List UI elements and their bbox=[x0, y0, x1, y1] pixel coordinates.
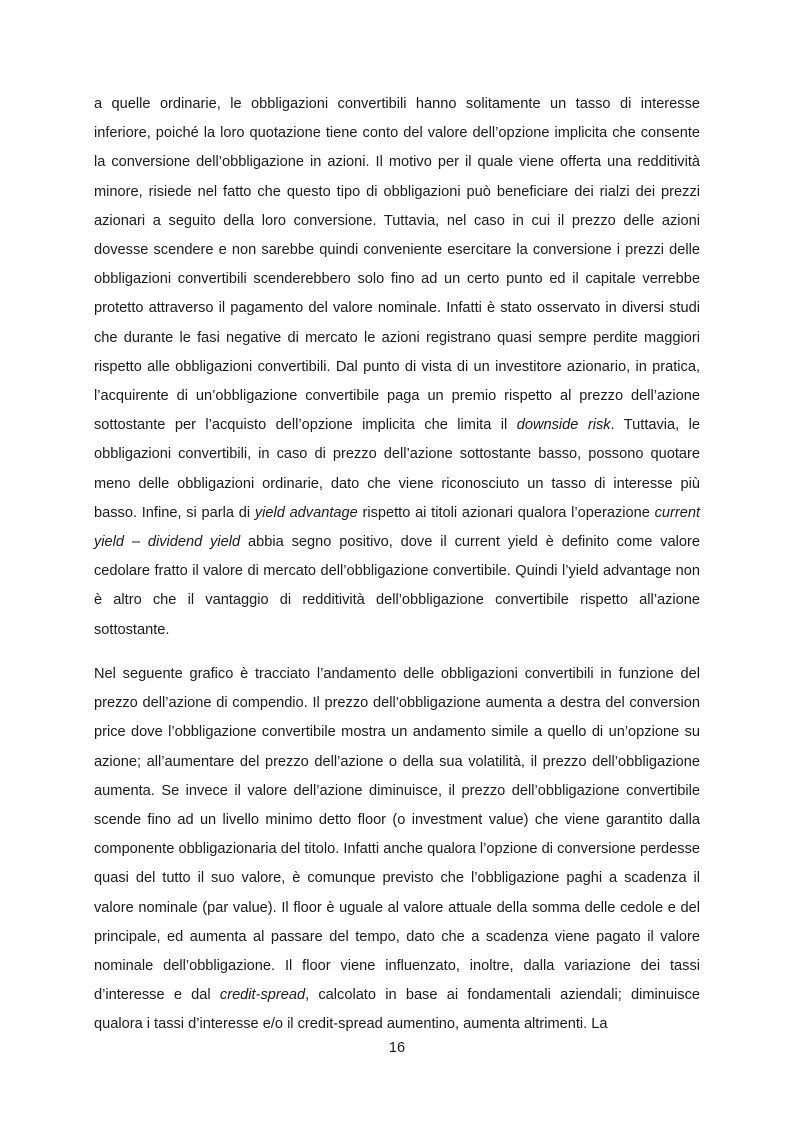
paragraph-1-text-3: rispetto ai titoli azionari qualora l’operazione bbox=[357, 504, 655, 521]
term-yield-advantage: yield advantage bbox=[254, 504, 358, 521]
paragraph-2-text-2: , calcolato in base ai fondamentali aziendali; diminuisce qualora i tassi d’interesse e/o il credit-spread aumentino, aumenta altrimenti. La bbox=[94, 987, 700, 1033]
paragraph-1-text-1: a quelle ordinarie, le obbligazioni convertibili hanno solitamente un tasso di interesse inferiore, poiché la loro quotazione tiene conto del valore dell’opzione implicita che consente la conversione dell’obbligazione in azioni. Il motivo per il quale viene offerta una redditività minore, risiede nel fatto che questo tipo di obbligazioni può beneficiare dei rialzi dei prezzi azionari a seguito della loro conversione. Tuttavia, nel caso in cui il prezzo delle azioni dovesse scendere e non sarebbe quindi conveniente esercitare la conversione i prezzi delle obbligazioni convertibili scenderebbero solo fino ad un certo punto ed il capitale verrebbe protetto attraverso il pagamento del valore nominale. Infatti è stato osservato in diversi studi che durante le fasi negative di mercato le azioni registrano quasi sempre perdite maggiori rispetto alle obbligazioni convertibili. Dal punto di vista di un investitore azionario, in pratica, l’acquirente di un’obbligazione convertibile paga un premio rispetto al prezzo dell’azione sottostante per l’acquisto dell’opzione implicita che limita il bbox=[94, 96, 700, 434]
paragraph-1-text-4: abbia segno positivo, dove il current yield è definito come valore cedolare fratto il valore di mercato dell’obbligazione convertibile. Quindi l’yield advantage non è altro che il vantaggio di redditività dell’obbligazione convertibile rispetto all’azione sottostante. bbox=[94, 534, 700, 638]
term-downside-risk: downside risk bbox=[516, 417, 611, 434]
page-number: 16 bbox=[388, 1040, 406, 1056]
paragraph-1-text-2: . Tuttavia, le obbligazioni convertibili, in caso di prezzo dell’azione sottostante basso, possono quotare meno delle obbligazioni ordinarie, dato che viene riconosciuto un tasso di interesse più basso. Infine, si parla di bbox=[94, 417, 701, 521]
paragraph-2-text-1: Nel seguente grafico è tracciato l’andamento delle obbligazioni convertibili in funzione del prezzo dell’azione di compendio. Il prezzo dell’obbligazione aumenta a destra del conversion price dove l’obbligazione convertibile mostra un andamento simile a quello di un’opzione su azione; all’aumentare del prezzo dell’azione o della sua volatilità, il prezzo dell’obbligazione aumenta. Se invece il valore dell’azione diminuisce, il prezzo dell’obbligazione convertibile scende fino ad un livello minimo detto floor (o investment value) che viene garantito dalla componente obbligazionaria del titolo. Infatti anche qualora l’opzione di conversione perdesse quasi del tutto il suo valore, è comunque previsto che l’obbligazione paghi a scadenza il valore nominale (par value). Il floor è uguale al valore attuale della somma delle cedole e del principale, ed aumenta al passare del tempo, dato che a scadenza viene pagato il valore nominale dell’obbligazione. Il floor viene influenzato, inoltre, dalla variazione dei tassi d’interesse e dal bbox=[94, 666, 700, 1004]
term-current-yield-formula: current yield – dividend yield bbox=[94, 504, 700, 551]
paragraph-2 bbox=[94, 660, 700, 1040]
term-credit-spread: credit-spread bbox=[219, 987, 306, 1004]
paragraph-1 bbox=[94, 90, 700, 645]
